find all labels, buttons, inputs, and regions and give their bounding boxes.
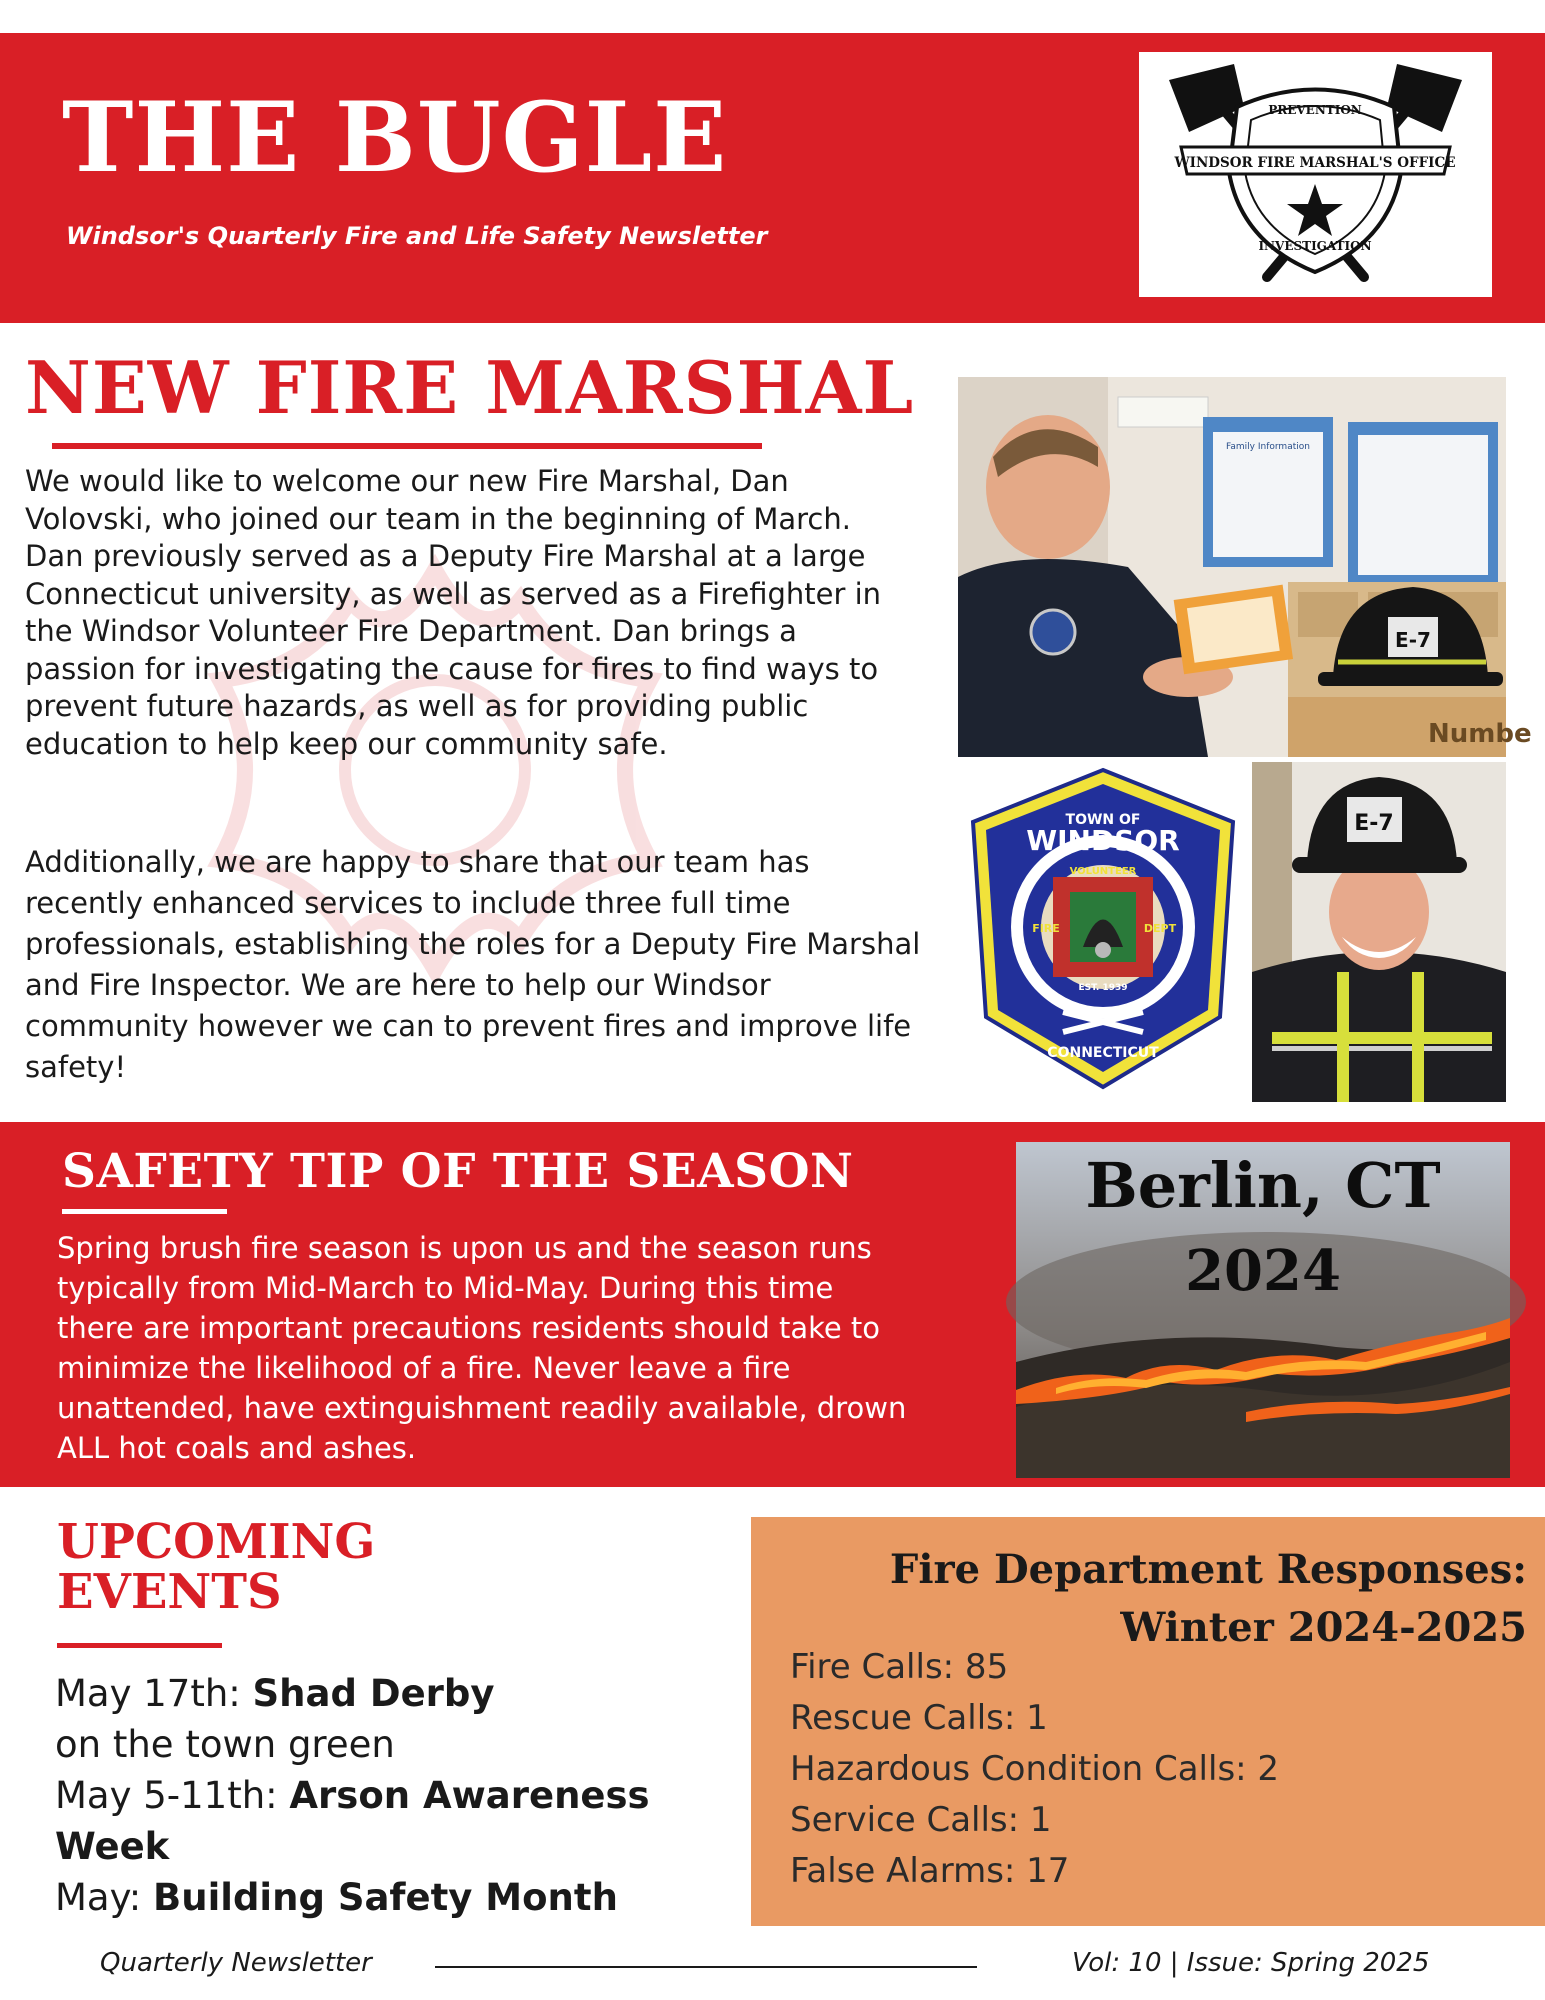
svg-text:PREVENTION: PREVENTION <box>1268 103 1362 117</box>
svg-text:INVESTIGATION: INVESTIGATION <box>1258 239 1372 253</box>
list-item: May 17th: Shad Derby on the town green <box>55 1672 495 1766</box>
list-item: May 5-11th: Arson Awareness Week <box>55 1774 650 1868</box>
footer-issue-info: Vol: 10 | Issue: Spring 2025 <box>1072 1948 1430 1978</box>
events-heading-underline <box>57 1643 222 1648</box>
svg-text:DEPT: DEPT <box>1143 922 1177 935</box>
fire-marshal-logo <box>1139 52 1492 297</box>
heading-underline <box>52 443 762 449</box>
list-item: May: Building Safety Month <box>55 1876 618 1919</box>
berlin-brush-fire-photo <box>1016 1142 1510 1478</box>
list-item: False Alarms: 17 <box>790 1851 1070 1891</box>
list-item: Hazardous Condition Calls: 2 <box>790 1749 1280 1789</box>
fire-marshal-classroom-photo <box>958 377 1532 757</box>
newsletter-subtitle: Windsor's Quarterly Fire and Life Safety Newsletter <box>66 222 768 250</box>
svg-text:Berlin, CT: Berlin, CT <box>1085 1149 1441 1222</box>
svg-text:WINDSOR FIRE MARSHAL'S OFFICE: WINDSOR FIRE MARSHAL'S OFFICE <box>1174 155 1456 171</box>
svg-text:2024: 2024 <box>1185 1238 1341 1304</box>
svg-text:Numbe: Numbe <box>1428 719 1532 749</box>
safety-paragraph: Spring brush fire season is upon us and the season runs typically from Mid-March to Mid-May. During this time there are important precautions residents should take to minimize the likelihood of a fire. Never leave a fire unattended, have extinguishment readily available, drown ALL hot coals and ashes. <box>57 1231 907 1465</box>
svg-text:Family Information: Family Information <box>1226 442 1310 452</box>
svg-text:E-7: E-7 <box>1395 628 1431 652</box>
marshal-paragraph-1: We would like to welcome our new Fire Marshal, Dan Volovski, who joined our team in the beginning of March. Dan previously served as a Deputy Fire Marshal at a large Connecticut university, as well as served as a Firefighter in the Windsor Volunteer Fire Department. Dan brings a passion for investigating the cause for fires to find ways to prevent future hazards, as well as for providing public education to help keep our community safe. <box>25 464 882 761</box>
svg-text:WINDSOR: WINDSOR <box>1026 824 1180 857</box>
list-item: Rescue Calls: 1 <box>790 1698 1048 1738</box>
events-heading <box>57 1514 376 1620</box>
list-item: Service Calls: 1 <box>790 1800 1052 1840</box>
windsor-volunteer-fire-patch <box>958 762 1248 1097</box>
svg-text:EST. 1939: EST. 1939 <box>1078 983 1128 993</box>
list-item: Fire Calls: 85 <box>790 1647 1009 1687</box>
footer-divider <box>435 1966 977 1968</box>
svg-text:VOLUNTEER: VOLUNTEER <box>1069 866 1137 877</box>
events-list <box>55 1668 755 1923</box>
svg-text:TOWN OF: TOWN OF <box>1065 812 1141 828</box>
svg-text:FIRE: FIRE <box>1032 922 1060 935</box>
responses-heading-line2: Winter 2024-2025 <box>1120 1604 1527 1651</box>
svg-text:E-7: E-7 <box>1354 811 1394 836</box>
events-heading-line1: UPCOMING <box>57 1514 376 1570</box>
firefighter-portrait-photo <box>1252 762 1506 1102</box>
safety-heading: SAFETY TIP OF THE SEASON <box>62 1144 854 1199</box>
crossed-axes-badge-icon <box>1139 52 1492 297</box>
marshal-paragraph-2: Additionally, we are happy to share that our team has recently enhanced services to include three full time professionals, establishing the roles for a Deputy Fire Marshal and Fire Inspector. We are here to help our Windsor community however we can to prevent fires and improve life safety! <box>25 845 921 1084</box>
newsletter-title: THE BUGLE <box>62 81 728 194</box>
svg-text:CONNECTICUT: CONNECTICUT <box>1047 1045 1159 1061</box>
responses-list <box>790 1642 1279 1897</box>
events-heading-line2: EVENTS <box>57 1564 282 1620</box>
responses-heading <box>765 1541 1527 1657</box>
footer-label: Quarterly Newsletter <box>100 1948 372 1978</box>
marshal-heading: NEW FIRE MARSHAL <box>25 345 915 430</box>
responses-heading-line1: Fire Department Responses: <box>889 1546 1527 1593</box>
safety-heading-underline <box>62 1209 227 1214</box>
